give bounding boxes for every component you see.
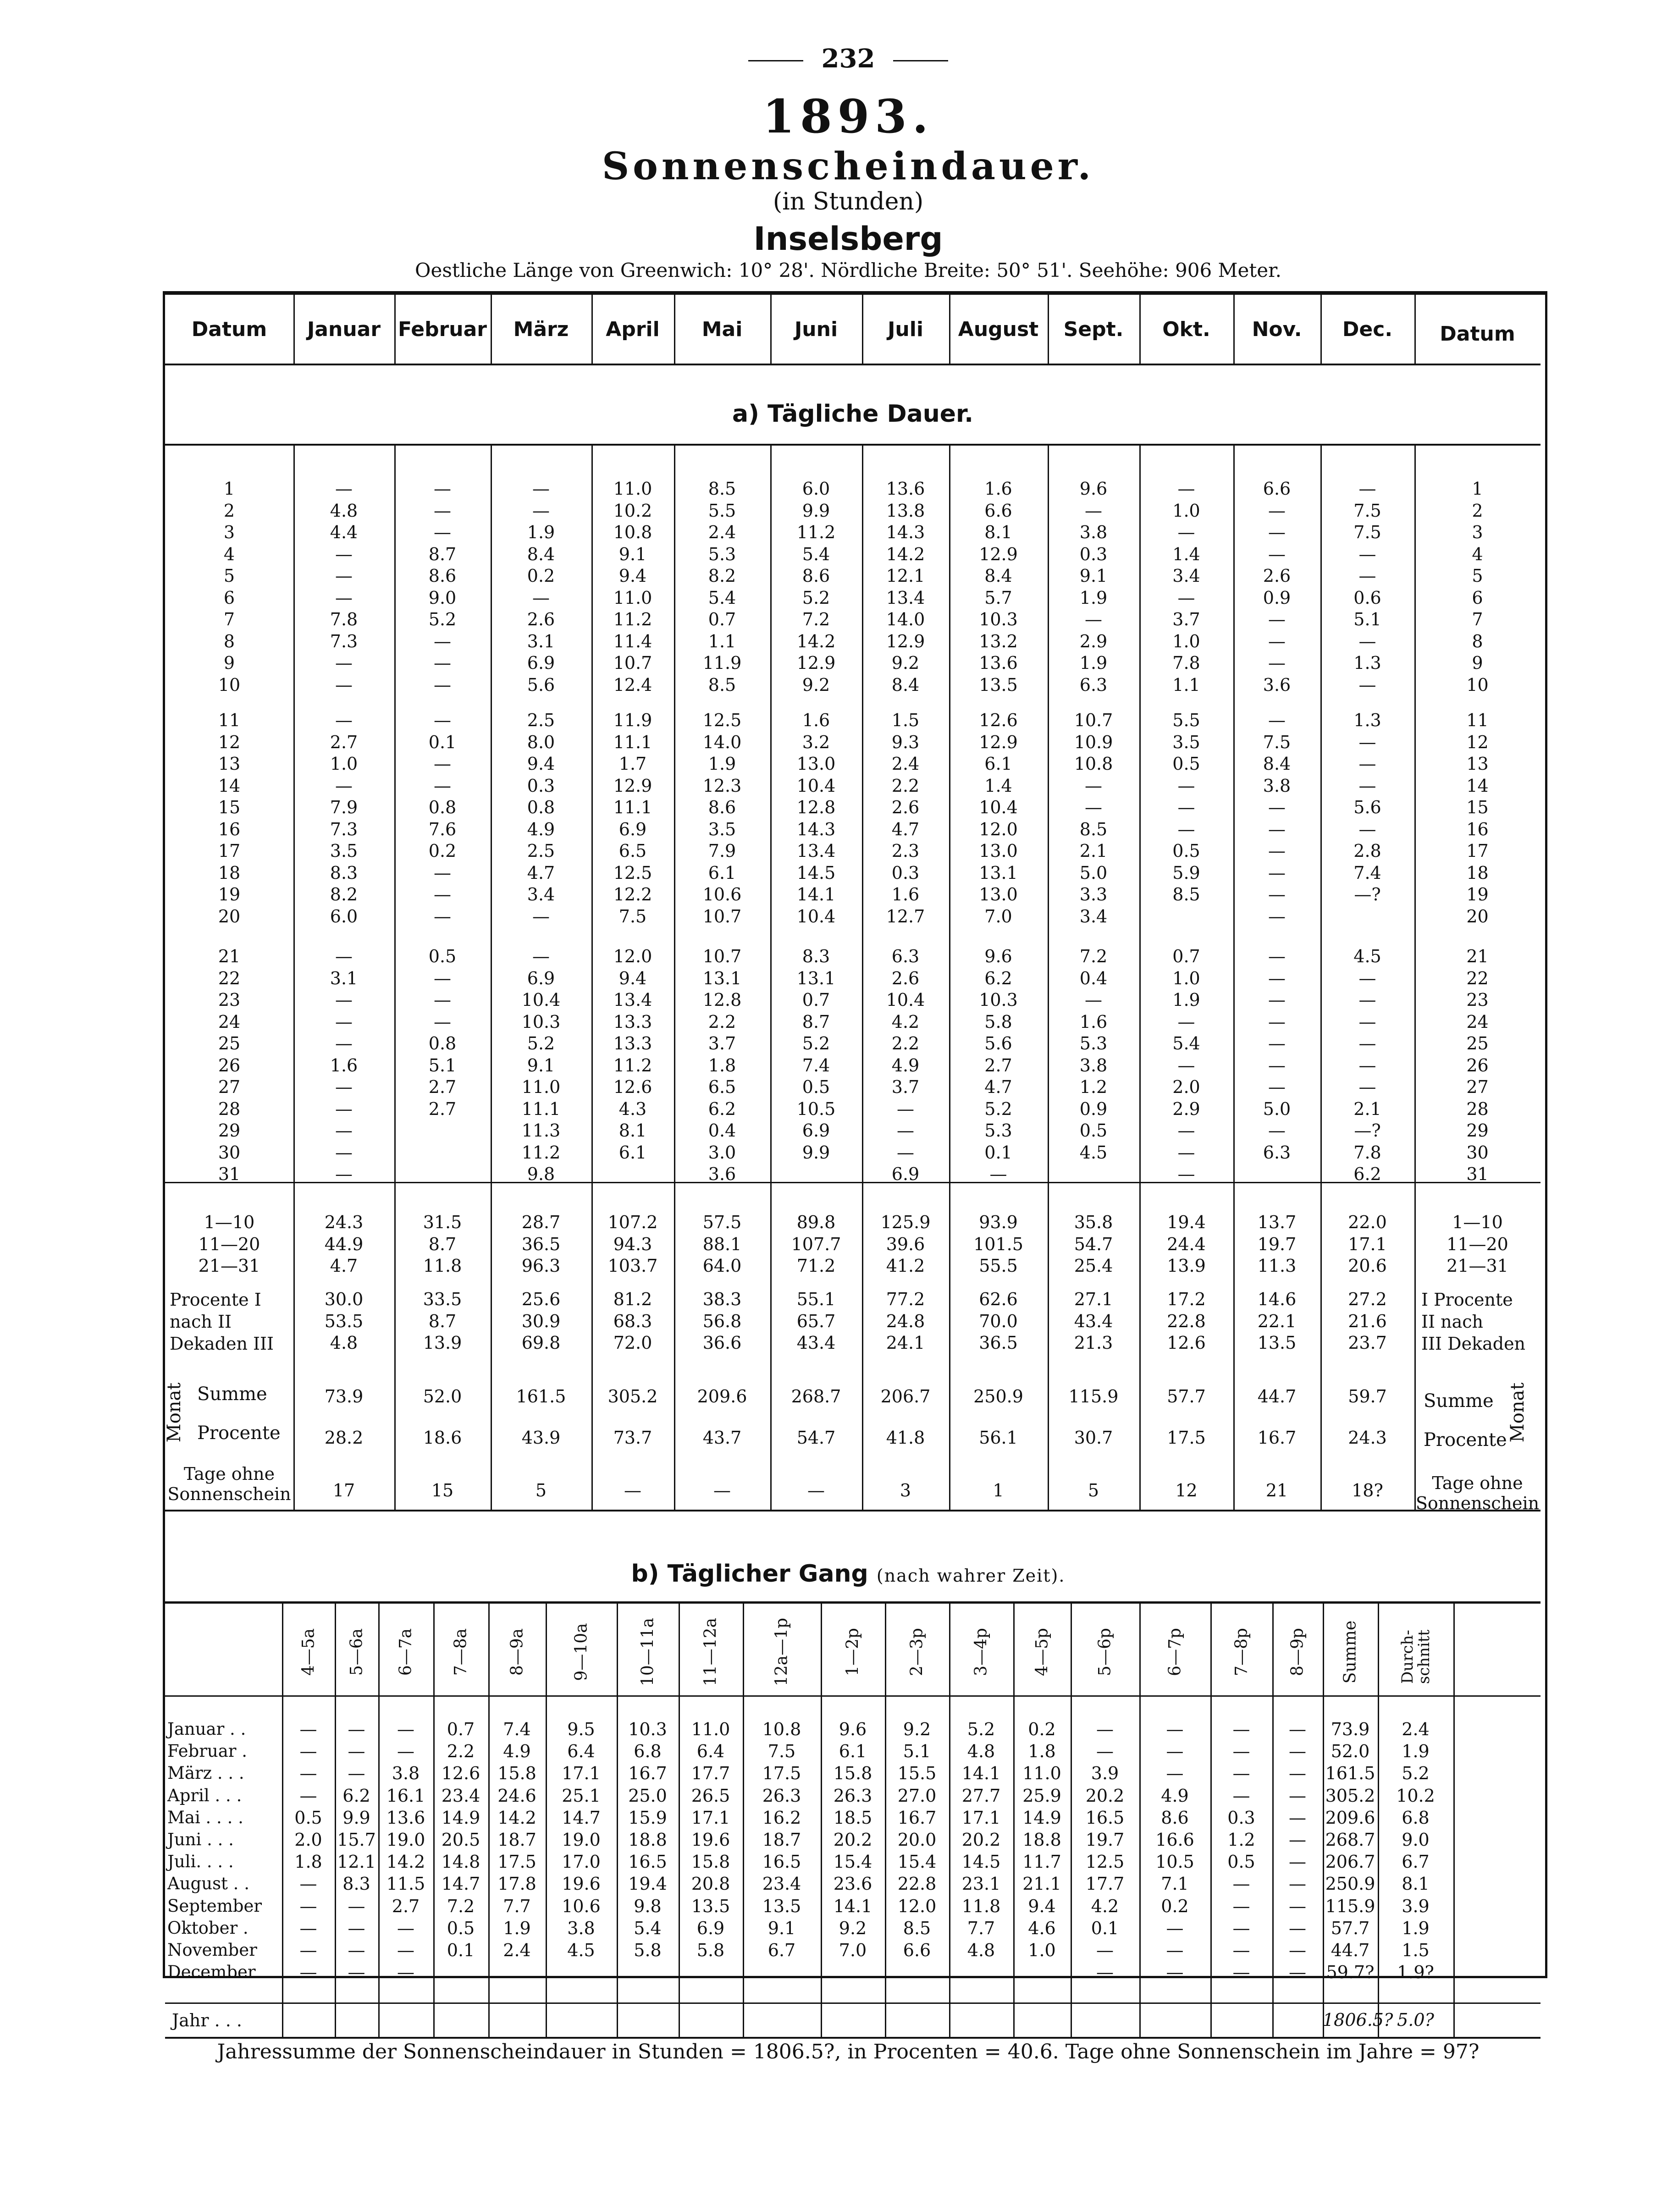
hour-header: 8—9p [1288, 1628, 1307, 1676]
hour-header: 6—7p [1165, 1628, 1184, 1676]
sunshine-table [163, 291, 1547, 2030]
column-header-month: Sept. [1063, 318, 1124, 341]
monthly-sum: 305.2 [607, 1386, 658, 1407]
jahr-durchschnitt: 5.0? [1397, 2010, 1434, 2030]
daily-values: 10.7 10.9 10.8 — — 8.5 2.1 5.0 3.3 3.4 [1074, 710, 1113, 927]
hourly-values: 7.4 4.9 15.8 24.6 14.2 18.7 17.5 17.8 7.7 1.9 2.4 [497, 1719, 536, 1961]
page-number: 232 [688, 44, 1009, 74]
daily-values: — 3.1 — — — 1.6 — — — — — [330, 946, 358, 1184]
hour-header: 5—6a [347, 1628, 366, 1676]
daily-values: 2.5 8.0 9.4 0.3 0.8 4.9 2.5 4.7 3.4 — [527, 710, 555, 927]
daily-values: 10.7 13.1 12.8 2.2 3.7 1.8 6.5 6.2 0.4 3.0 3.6 [702, 946, 742, 1184]
daily-values: 12.5 14.0 1.9 12.3 8.6 3.5 7.9 6.1 10.6 10.7 [702, 710, 742, 927]
daily-values: — — 1.9 8.4 0.2 — 2.6 3.1 6.9 5.6 [527, 479, 555, 695]
column-header-month: August [958, 318, 1039, 341]
section-b-heading: b) Täglicher Gang [631, 1560, 868, 1588]
daily-values: 6.6 — — — 2.6 0.9 — — — 3.6 [1263, 479, 1291, 695]
monthly-sum: 115.9 [1068, 1386, 1119, 1407]
summe-label: Summe [197, 1384, 267, 1405]
column-header-month: März [513, 318, 569, 341]
monthly-sum: 161.5 [516, 1386, 566, 1407]
days-without-sun: 3 [900, 1480, 911, 1500]
daily-values: 8.5 5.5 2.4 5.3 8.2 5.4 0.7 1.1 11.9 8.5 [702, 479, 742, 695]
column-header-month: Juni [794, 318, 838, 341]
column-header-month: Okt. [1162, 318, 1210, 341]
daily-values: 9.6 — 3.8 0.3 9.1 1.9 — 2.9 1.9 6.3 [1079, 479, 1108, 695]
row-rule [165, 2037, 1540, 2039]
monthly-sum: 206.7 [880, 1386, 931, 1407]
hour-header: 2—3p [907, 1628, 927, 1676]
daily-values: 12.6 12.9 6.1 1.4 10.4 12.0 13.0 13.1 13.0 7.0 [979, 710, 1018, 927]
hour-header: 6—7a [396, 1628, 415, 1676]
procente-row-label-right: Procente [1424, 1429, 1507, 1451]
monthly-sum: 52.0 [423, 1386, 462, 1407]
procente-dekaden: 30.0 53.5 4.8 [324, 1289, 364, 1353]
hour-header: 7—8a [451, 1628, 470, 1676]
column-rule [1453, 1601, 1455, 2037]
column-header-datum-right: Datum [1440, 322, 1515, 346]
jahr-label: Jahr . . . [172, 2010, 243, 2030]
monthly-percent: 17.5 [1167, 1428, 1206, 1448]
monthly-percent: 43.7 [702, 1428, 742, 1448]
column-header-datum: Datum [191, 318, 267, 341]
daily-values: 6.0 9.9 11.2 5.4 8.6 5.2 7.2 14.2 12.9 9.2 [796, 479, 836, 695]
monthly-percent: 43.9 [521, 1428, 561, 1448]
daily-values: 9.6 6.2 10.3 5.8 5.6 2.7 4.7 5.2 5.3 0.1 — [979, 946, 1018, 1184]
daily-values: — — — — — — — 5.0 — 6.3 [1263, 946, 1291, 1163]
dekaden-sums: 107.2 94.3 103.7 [607, 1212, 658, 1276]
hourly-values: 10.8 7.5 17.5 26.3 16.2 18.7 16.5 23.4 13.5 9.1 6.7 [762, 1719, 801, 1961]
days-without-sun: 18? [1352, 1480, 1383, 1500]
days-without-sun: 5 [1088, 1480, 1099, 1500]
row-rule [165, 1601, 1540, 1604]
jahr-summe: 1806.5? [1323, 2010, 1393, 2030]
daily-values: 11.0 10.2 10.8 9.1 9.4 11.0 11.2 11.4 10.7 12.4 [613, 479, 652, 695]
daily-values: 11.9 11.1 1.7 12.9 11.1 6.9 6.5 12.5 12.2 7.5 [613, 710, 652, 927]
hour-header: 7—8p [1232, 1628, 1251, 1676]
days-without-sun: — [624, 1480, 641, 1500]
days-without-sun: 21 [1265, 1480, 1288, 1500]
procente-dekaden: 62.6 70.0 36.5 [979, 1289, 1018, 1353]
hourly-values: — — — — 0.3 1.2 0.5 — — — — — [1227, 1719, 1255, 1983]
daily-values: — — — 8.7 8.6 9.0 5.2 — — — [428, 479, 457, 695]
monthly-percent: 30.7 [1074, 1428, 1113, 1448]
hour-header: 3—4p [972, 1628, 991, 1676]
gang-monthly-sum: 73.9 52.0 161.5 305.2 209.6 268.7 206.7 250.9 115.9 57.7 44.7 59.7? [1325, 1719, 1375, 1983]
hour-header: 8—9a [508, 1628, 526, 1676]
summe-label-right: Summe [1424, 1390, 1494, 1412]
row-rule [165, 364, 1540, 365]
page-title: Sonnenscheindauer. [602, 144, 1095, 188]
monthly-sum: 59.7 [1348, 1386, 1387, 1407]
daily-values: 6.3 2.6 10.4 4.2 2.2 4.9 3.7 — — — 6.9 [886, 946, 925, 1184]
daily-values: 1.6 3.2 13.0 10.4 12.8 14.3 13.4 14.5 14.1 10.4 [796, 710, 836, 927]
hourly-values: — — 3.9 20.2 16.5 19.7 12.5 17.7 4.2 0.1 — — [1085, 1719, 1125, 1983]
row-rule [165, 444, 1540, 446]
year-heading: 1893. [762, 89, 934, 143]
hour-header: 1—2p [843, 1628, 862, 1676]
monthly-percent: 16.7 [1257, 1428, 1297, 1448]
daily-values: 5.5 3.5 0.5 — — — 0.5 5.9 8.5 [1172, 710, 1200, 905]
hourly-values: 9.2 5.1 15.5 27.0 16.7 20.0 15.4 22.8 12.0 8.5 6.6 [897, 1719, 937, 1961]
procente-dekaden: 38.3 56.8 36.6 [702, 1289, 742, 1353]
days-without-sun-label-right: Tage ohne Sonnenschein [1415, 1473, 1540, 1513]
dekaden-sums: 28.7 36.5 96.3 [521, 1212, 561, 1276]
hourly-values: 11.0 6.4 17.7 26.5 17.1 19.6 15.8 20.8 13.5 6.9 5.8 [691, 1719, 730, 1961]
monat-label: Monat [164, 1382, 185, 1443]
day-numbers-right: 11 12 13 14 15 16 17 18 19 20 [1466, 710, 1489, 927]
unit-subtitle: (in Stunden) [773, 188, 924, 215]
dekaden-label: 1—10 11—20 21—31 [198, 1212, 260, 1276]
hourly-values: — — 3.8 16.1 13.6 19.0 14.2 11.5 2.7 — — — [386, 1719, 425, 1983]
hourly-values: 9.6 6.1 15.8 26.3 18.5 20.2 15.4 23.6 14.1 9.2 7.0 [833, 1719, 872, 1961]
hour-header: 12a—1p [772, 1617, 791, 1687]
daily-values: 13.6 13.8 14.3 14.2 12.1 13.4 14.0 12.9 9.2 8.4 [886, 479, 925, 695]
hourly-values: — — — 6.2 9.9 15.7 12.1 8.3 — — — — [337, 1719, 376, 1983]
day-numbers: 1 2 3 4 5 6 7 8 9 10 [218, 479, 241, 695]
daily-values: — 0.1 — — 0.8 7.6 0.2 — — — [428, 710, 457, 927]
section-b-note: (nach wahrer Zeit). [876, 1566, 1066, 1586]
daily-values: 0.7 1.0 1.9 — 5.4 — 2.0 2.9 — — — [1172, 946, 1200, 1184]
day-numbers-right: 1 2 3 4 5 6 7 8 9 10 [1466, 479, 1489, 695]
column-header-month: Mai [701, 318, 743, 341]
monthly-percent: 18.6 [423, 1428, 462, 1448]
hour-header: 5—6p [1095, 1628, 1115, 1676]
daily-values: 7.2 0.4 — 1.6 5.3 3.8 1.2 0.9 0.5 4.5 [1079, 946, 1108, 1163]
days-without-sun: 15 [431, 1480, 454, 1500]
procente-dekaden: 25.6 30.9 69.8 [521, 1289, 561, 1353]
days-without-sun: 5 [535, 1480, 547, 1500]
days-without-sun-label: Tage ohne Sonnenschein [167, 1464, 291, 1504]
gang-durchschnitt-header: Durch- schnitt [1398, 1629, 1433, 1684]
hourly-values: 0.7 2.2 12.6 23.4 14.9 20.5 14.8 14.7 7.2 0.5 0.1 [441, 1719, 480, 1961]
monthly-sum: 73.9 [324, 1386, 364, 1407]
row-rule [165, 1510, 1540, 1511]
daily-values: 1.3 — — — 5.6 — 2.8 7.4 —? [1353, 710, 1381, 905]
monthly-percent: 28.2 [324, 1428, 364, 1448]
dekaden-sums: 13.7 19.7 11.3 [1257, 1212, 1297, 1276]
day-numbers-right: 21 22 23 24 25 26 27 28 29 30 31 [1466, 946, 1489, 1184]
daily-values: 8.3 13.1 0.7 8.7 5.2 7.4 0.5 10.5 6.9 9.9 [796, 946, 836, 1163]
annual-summary: Jahressumme der Sonnenscheindauer in Stunden = 1806.5?, in Procenten = 40.6. Tage ohne Sonnenschein im Jahre = 97? [217, 2040, 1480, 2063]
days-without-sun: — [807, 1480, 825, 1500]
hourly-values: 5.2 4.8 14.1 27.7 17.1 20.2 14.5 23.1 11.8 7.7 4.8 [961, 1719, 1001, 1961]
station-name: Inselsberg [753, 220, 943, 258]
days-without-sun: 17 [332, 1480, 355, 1500]
row-rule [165, 2002, 1540, 2004]
procente-dekaden: 27.1 43.4 21.3 [1074, 1289, 1113, 1353]
section-b-title [504, 1560, 1192, 1588]
procente-label-right: I Procente II nach III Dekaden [1421, 1290, 1526, 1354]
daily-values: 12.0 9.4 13.4 13.3 13.3 11.2 12.6 4.3 8.1 6.1 [613, 946, 652, 1163]
hourly-values: — — — — — — — — — — — — [1289, 1719, 1306, 1983]
monthly-percent: 56.1 [979, 1428, 1018, 1448]
hourly-values: 10.3 6.8 16.7 25.0 15.9 18.8 16.5 19.4 9.8 5.4 5.8 [628, 1719, 667, 1961]
monthly-sum: 44.7 [1257, 1386, 1297, 1407]
daily-values: 4.5 — — — — — — 2.1 —? 7.8 6.2 [1353, 946, 1381, 1184]
column-header-month: Nov. [1252, 318, 1302, 341]
dekaden-sums: 19.4 24.4 13.9 [1167, 1212, 1206, 1276]
daily-values: — 1.0 — 1.4 3.4 — 3.7 1.0 7.8 1.1 [1172, 479, 1200, 695]
row-rule [165, 1695, 1540, 1697]
dekaden-sums: 125.9 39.6 41.2 [880, 1212, 931, 1276]
monthly-percent: 41.8 [886, 1428, 925, 1448]
section-a-title: a) Tägliche Dauer. [732, 400, 973, 428]
days-without-sun: 12 [1175, 1480, 1198, 1500]
station-coordinates: Oestliche Länge von Greenwich: 10° 28'. Nördliche Breite: 50° 51'. Seehöhe: 906 Meter. [415, 259, 1281, 281]
dekaden-sums: 31.5 8.7 11.8 [423, 1212, 462, 1276]
dekaden-sums: 35.8 54.7 25.4 [1074, 1212, 1113, 1276]
daily-values: — 7.5 8.4 3.8 — — — — — — [1263, 710, 1291, 927]
monthly-sum: 268.7 [791, 1386, 841, 1407]
column-header-month: April [606, 318, 660, 341]
daily-values: 1.5 9.3 2.4 2.2 2.6 4.7 2.3 0.3 1.6 12.7 [886, 710, 925, 927]
procente-dekaden: 77.2 24.8 24.1 [886, 1289, 925, 1353]
procente-dekaden: 81.2 68.3 72.0 [613, 1289, 652, 1353]
hour-header: 10—11a [638, 1617, 657, 1687]
column-header-month: Januar [307, 318, 381, 341]
column-header-month: Juli [888, 318, 923, 341]
procente-dekaden: 55.1 65.7 43.4 [796, 1289, 836, 1353]
gang-summe-header: Summe [1341, 1620, 1360, 1684]
days-without-sun: — [713, 1480, 731, 1500]
monthly-sum: 57.7 [1167, 1386, 1206, 1407]
day-numbers: 11 12 13 14 15 16 17 18 19 20 [218, 710, 241, 927]
hour-header: 4—5p [1033, 1628, 1051, 1676]
column-header-month: Februar [398, 318, 487, 341]
day-numbers: 21 22 23 24 25 26 27 28 29 30 31 [218, 946, 241, 1184]
days-without-sun: 1 [993, 1480, 1004, 1500]
hour-header: 9—10a [572, 1623, 591, 1681]
daily-values: — 6.9 10.4 10.3 5.2 9.1 11.0 11.1 11.3 11.2 9.8 [521, 946, 561, 1184]
monthly-percent: 24.3 [1348, 1428, 1387, 1448]
dekaden-sums: 57.5 88.1 64.0 [702, 1212, 742, 1276]
daily-values: — 2.7 1.0 — 7.9 7.3 3.5 8.3 8.2 6.0 [330, 710, 358, 927]
gang-month-labels: Januar . . Februar . März . . . April . . . Mai . . . . Juni . . . Juli. . . . August . . September Oktober . November December [167, 1719, 262, 1982]
daily-values: — 4.8 4.4 — — — 7.8 7.3 — — [330, 479, 358, 695]
daily-values: 1.6 6.6 8.1 12.9 8.4 5.7 10.3 13.2 13.6 13.5 [979, 479, 1018, 695]
dekaden-sums: 24.3 44.9 4.7 [324, 1212, 364, 1276]
procente-dekaden: 33.5 8.7 13.9 [423, 1289, 462, 1353]
procente-row-label: Procente [197, 1423, 281, 1444]
daily-values: 0.5 — — — 0.8 5.1 2.7 2.7 [428, 946, 457, 1119]
dekaden-sums: 93.9 101.5 55.5 [973, 1212, 1023, 1276]
hour-header: 11—12a [701, 1617, 720, 1687]
dekaden-label-right: 1—10 11—20 21—31 [1447, 1212, 1508, 1276]
daily-values: — 7.5 7.5 — — 0.6 5.1 — 1.3 — [1353, 479, 1381, 695]
hourly-values: — — — 4.9 8.6 16.6 10.5 7.1 0.2 — — — [1155, 1719, 1194, 1983]
hour-header: 4—5a [299, 1628, 318, 1676]
monthly-sum: 250.9 [973, 1386, 1023, 1407]
procente-dekaden: 17.2 22.8 12.6 [1167, 1289, 1206, 1353]
column-header-month: Dec. [1342, 318, 1393, 341]
hourly-values: 9.5 6.4 17.1 25.1 14.7 19.0 17.0 19.6 10.6 3.8 4.5 [562, 1719, 601, 1961]
monthly-sum: 209.6 [697, 1386, 747, 1407]
procente-dekaden: 27.2 21.6 23.7 [1348, 1289, 1387, 1353]
gang-monthly-average: 2.4 1.9 5.2 10.2 6.8 9.0 6.7 8.1 3.9 1.9 1.5 1.9? [1396, 1719, 1435, 1983]
hourly-values: 0.2 1.8 11.0 25.9 14.9 18.8 11.7 21.1 9.4 4.6 1.0 [1022, 1719, 1061, 1961]
monthly-percent: 73.7 [613, 1428, 652, 1448]
monthly-percent: 54.7 [796, 1428, 836, 1448]
procente-dekaden: 14.6 22.1 13.5 [1257, 1289, 1297, 1353]
hourly-values: — — — — 0.5 2.0 1.8 — — — — — [294, 1719, 322, 1983]
procente-label: Procente I nach II Dekaden III [170, 1290, 274, 1354]
monat-label-right: Monat [1507, 1382, 1528, 1443]
dekaden-sums: 89.8 107.7 71.2 [791, 1212, 841, 1276]
dekaden-sums: 22.0 17.1 20.6 [1348, 1212, 1387, 1276]
